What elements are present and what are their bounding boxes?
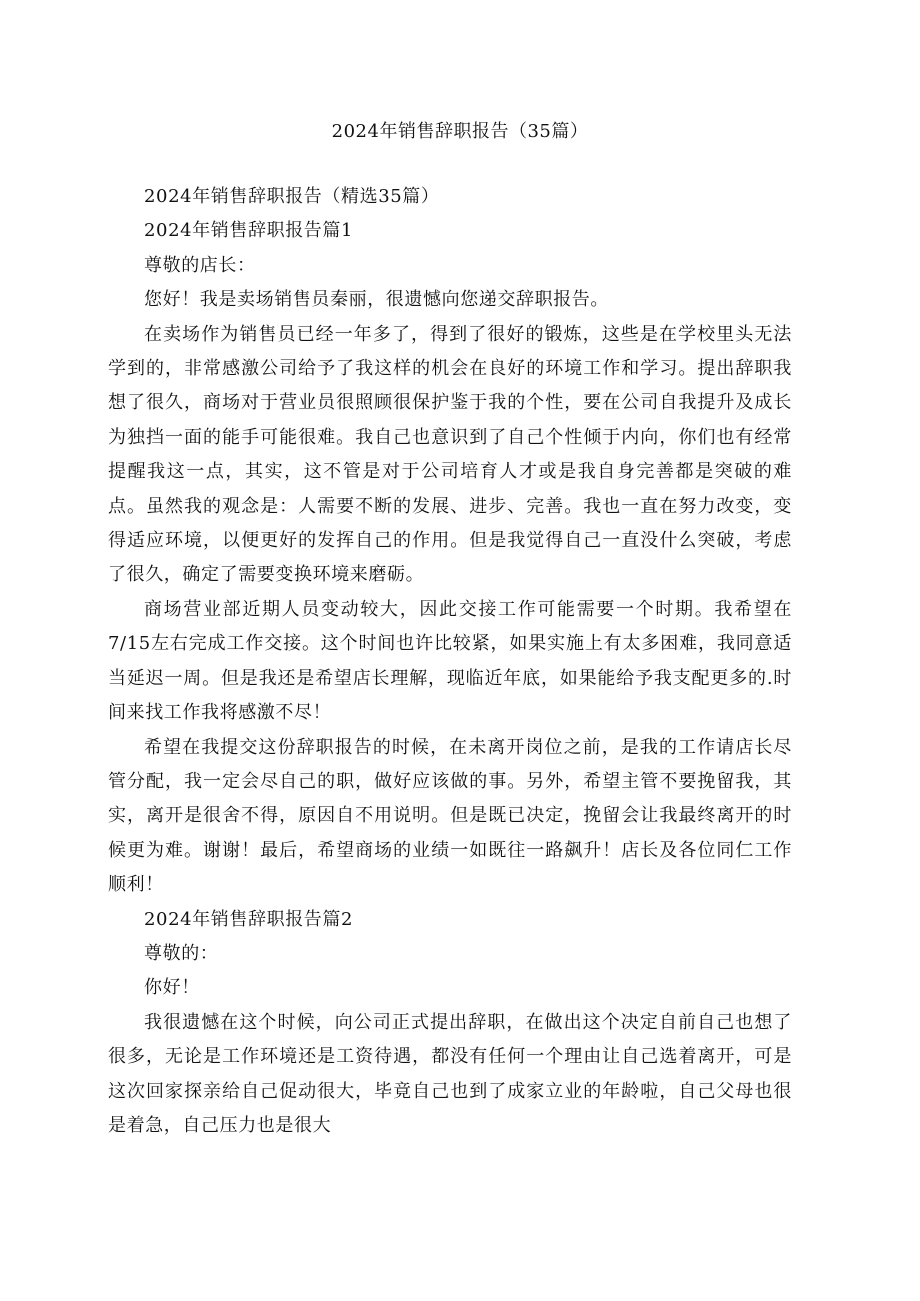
subtitle-paragraph: 2024年销售辞职报告（精选35篇） bbox=[144, 186, 440, 207]
salutation-paragraph: 尊敬的店长： bbox=[144, 254, 256, 276]
body-paragraph: 我很遗憾在这个时候，向公司正式提出辞职，在做出这个决定自前自己也想了很多，无论是工作环境还是工资待遇，都没有任何一个理由让自己选着离开，可是这次回家探亲给自己促动很大，毕竟自己也到了成家立业的年龄啦，自己父母也很是着急，自己压力也是很大 bbox=[108, 1011, 792, 1136]
section-heading-1: 2024年销售辞职报告篇1 bbox=[144, 220, 354, 242]
document-title: 2024年销售辞职报告（35篇） bbox=[331, 121, 589, 142]
body-paragraph: 在卖场作为销售员已经一年多了，得到了很好的锻炼，这些是在学校里头无法学到的，非常感激公司给予了我这样的机会在良好的环境工作和学习。提出辞职我想了很久，商场对于营业员很照顾很保护鉴于我的个性，要在公司自我提升及成长为独挡一面的能手可能很难。我自己也意识到了自己个性倾于内向，你们也有经常提醒我这一点，其实，这不管是对于公司培育人才或是我自身完善都是突破的难点。虽然我的观念是：人需要不断的发展、进步、完善。我也一直在努力改变，变得适应环境，以便更好的发挥自己的作用。但是我觉得自己一直没什么突破，考虑了很久，确定了需要变换环境来磨砺。 bbox=[108, 323, 792, 586]
section-heading-2: 2024年销售辞职报告篇2 bbox=[144, 908, 354, 930]
greeting-paragraph: 你好！ bbox=[144, 977, 200, 999]
greeting-paragraph: 您好！我是卖场销售员秦丽，很遗憾向您递交辞职报告。 bbox=[144, 289, 609, 311]
salutation-paragraph: 尊敬的： bbox=[144, 942, 219, 964]
body-paragraph: 希望在我提交这份辞职报告的时候，在未离开岗位之前，是我的工作请店长尽管分配，我一定会尽自己的职，做好应该做的事。另外，希望主管不要挽留我，其实，离开是很舍不得，原因自不用说明。但是既已决定，挽留会让我最终离开的时候更为难。谢谢！最后，希望商场的业绩一如既往一路飙升！店长及各位同仁工作顺利！ bbox=[108, 736, 792, 896]
document-body bbox=[108, 180, 792, 1143]
body-paragraph: 商场营业部近期人员变动较大，因此交接工作可能需要一个时期。我希望在7/15左右完成工作交接。这个时间也许比较紧，如果实施上有太多困难，我同意适当延迟一周。但是我还是希望店长理解，现临近年底，如果能给予我支配更多的.时间来找工作我将感激不尽！ bbox=[108, 598, 792, 724]
